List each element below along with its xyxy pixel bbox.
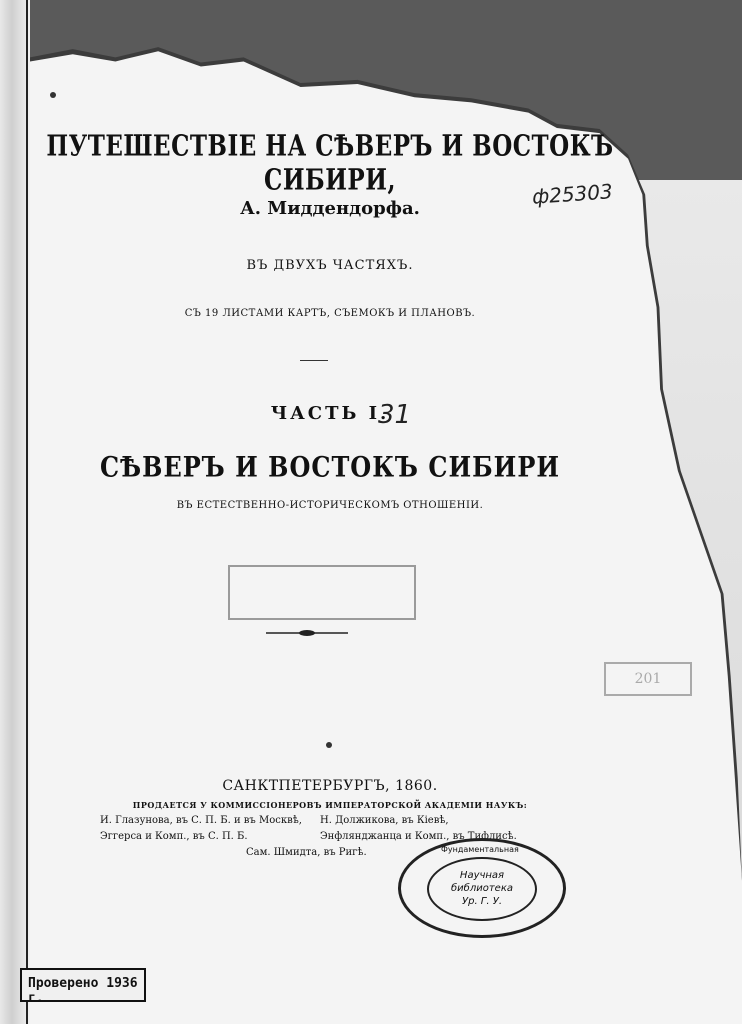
checked-stamp: Проверено 1936 г. xyxy=(20,968,146,1002)
ornament-divider xyxy=(266,629,348,637)
stamp-line: библиотека xyxy=(451,883,513,894)
seller-line: Эггерса и Комп., въ С. П. Б. xyxy=(100,831,248,842)
faded-number-stamp: 201 xyxy=(604,662,692,696)
seller-line: Энфлянджанца и Комп., въ Тифлисѣ. xyxy=(320,831,517,842)
parts-note: ВЪ ДВУХЪ ЧАСТЯХЪ. xyxy=(246,258,414,273)
part-relation: ВЪ ЕСТЕСТВЕННО-ИСТОРИЧЕСКОМЪ ОТНОШЕНІИ. xyxy=(176,500,484,511)
sold-at-note: ПРОДАЕТСЯ У КОММИССІОНЕРОВЪ ИМПЕРАТОРСКОЙ АКАДЕМІИ НАУКЪ: xyxy=(132,800,528,810)
ink-spot xyxy=(326,742,332,748)
seller-line: Н. Должикова, въ Кіевѣ, xyxy=(320,815,449,826)
seller-line: Сам. Шмидта, въ Ригѣ. xyxy=(246,847,367,858)
handwritten-shelf-number: ф25303 xyxy=(531,179,614,209)
book-author: А. Миддендорфа. xyxy=(240,198,420,219)
book-title: ПУТЕШЕСТВІЕ НА СѢВЕРЪ И ВОСТОКЪ СИБИРИ, xyxy=(46,129,614,197)
part-subtitle: СѢВЕРЪ И ВОСТОКЪ СИБИРИ xyxy=(99,449,561,484)
maps-note: СЪ 19 ЛИСТАМИ КАРТЪ, СЪЕМОКЪ И ПЛАНОВЪ. xyxy=(184,308,476,319)
seller-line: И. Глазунова, въ С. П. Б. и въ Москвѣ, xyxy=(100,815,302,826)
library-oval-stamp xyxy=(398,838,566,938)
publication-place-year: САНКТПЕТЕРБУРГЪ, 1860. xyxy=(222,778,438,794)
part-label: ЧАСТЬ I. xyxy=(270,403,390,424)
divider-rule xyxy=(300,360,328,361)
handwritten-part-number: 31 xyxy=(378,400,412,430)
faded-library-stamp xyxy=(228,565,416,620)
binding-edge xyxy=(26,0,28,1024)
sellers-col-left xyxy=(100,813,302,845)
stamp-line: Научная xyxy=(459,870,505,881)
stamp-line: Ур. Г. У. xyxy=(462,896,502,907)
stamp-inner xyxy=(427,857,537,921)
stamp-top-text: Фундаментальная xyxy=(441,845,519,854)
ink-spot xyxy=(50,92,56,98)
